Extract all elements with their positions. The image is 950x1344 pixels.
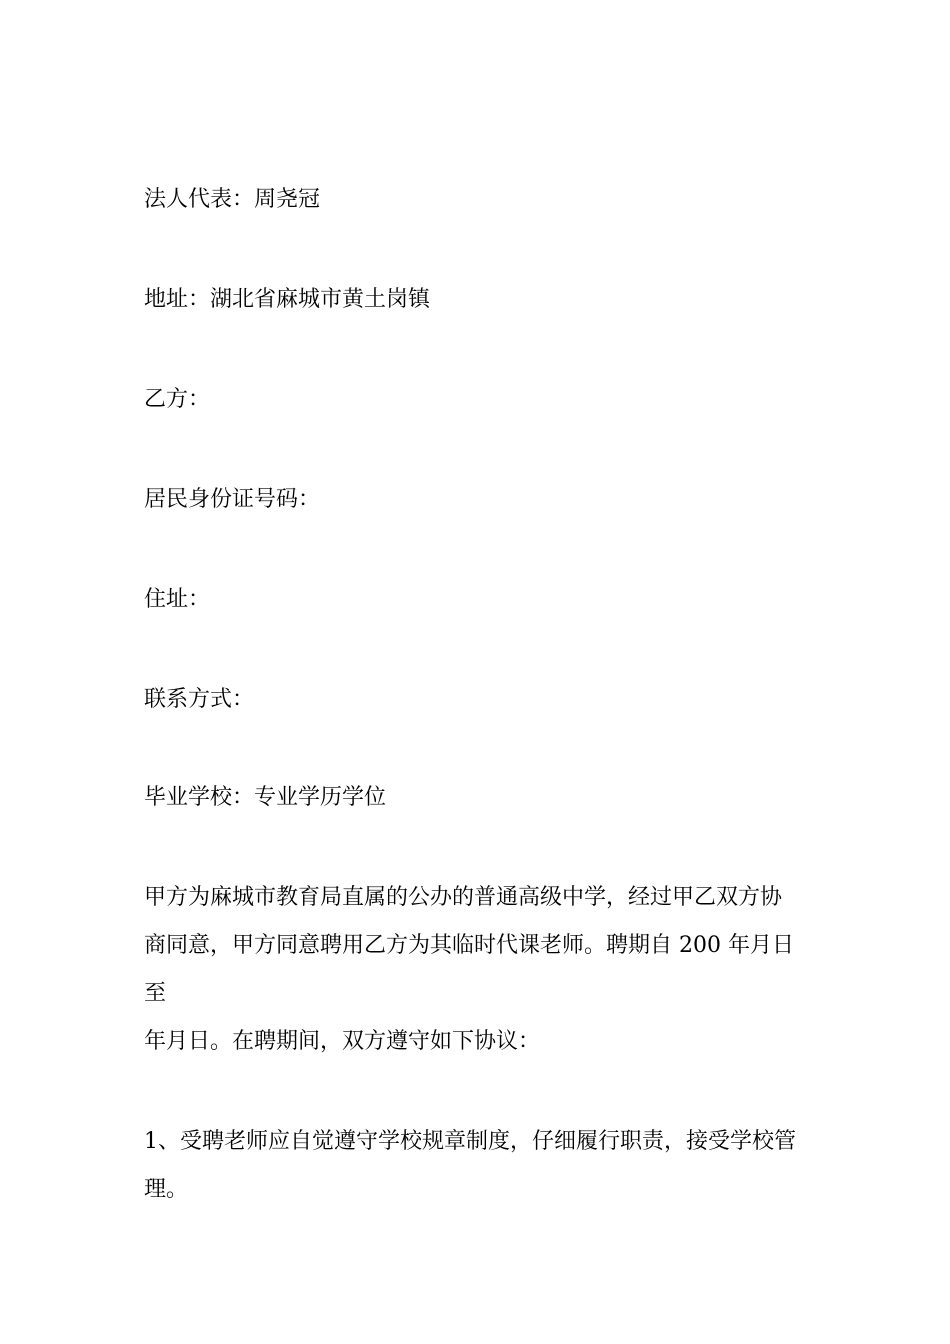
legal-representative-line: 法人代表：周尧冠 xyxy=(144,187,321,212)
clause-1-line-2: 理。 xyxy=(144,1177,189,1202)
address-line: 地址：湖北省麻城市黄土岗镇 xyxy=(144,287,431,312)
contact-line: 联系方式： xyxy=(144,687,255,712)
party-b-line: 乙方： xyxy=(144,387,211,412)
paragraph-line-3: 至 xyxy=(144,981,167,1006)
paragraph-line-1: 甲方为麻城市教育局直属的公办的普通高级中学，经过甲乙双方协 xyxy=(144,885,783,910)
paragraph-line-4: 年月日。在聘期间，双方遵守如下协议： xyxy=(144,1029,541,1054)
residence-line: 住址： xyxy=(144,587,211,612)
education-line: 毕业学校：专业学历学位 xyxy=(144,785,387,810)
paragraph-line-2: 商同意，甲方同意聘用乙方为其临时代课老师。聘期自 200 年月日 xyxy=(144,933,794,958)
id-number-line: 居民身份证号码： xyxy=(144,487,321,512)
clause-1-line-1: 1、受聘老师应自觉遵守学校规章制度，仔细履行职责，接受学校管 xyxy=(144,1129,796,1154)
